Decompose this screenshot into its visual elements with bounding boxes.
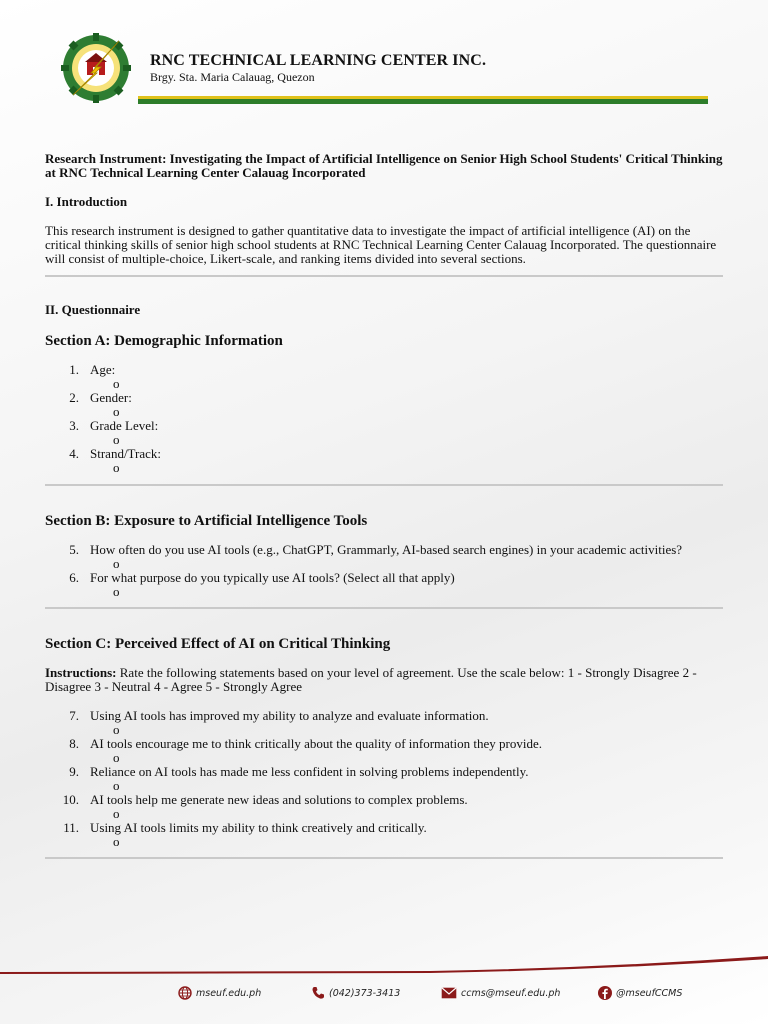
facebook-text: @mseufCCMS	[616, 987, 683, 999]
section-c-questions	[45, 709, 723, 849]
answer-option-marker: o	[113, 376, 120, 391]
question-item	[45, 821, 723, 849]
footer-website[interactable]	[178, 984, 261, 1002]
section-c-instructions	[45, 666, 723, 694]
envelope-icon	[441, 987, 457, 999]
question-item	[45, 793, 723, 821]
question-number: 7.	[69, 708, 79, 723]
email-text: ccms@mseuf.edu.ph	[461, 987, 561, 999]
question-text: Grade Level:	[90, 418, 159, 433]
question-item	[45, 447, 723, 475]
question-text: AI tools help me generate new ideas and solutions to complex problems.	[90, 792, 468, 807]
question-item	[45, 709, 723, 737]
question-item	[45, 363, 723, 391]
question-text: Using AI tools limits my ability to think creatively and critically.	[90, 820, 427, 835]
header-stripe-green	[138, 99, 708, 104]
section-a-questions	[45, 363, 723, 475]
answer-option-marker: o	[113, 806, 120, 821]
organization-name: RNC TECHNICAL LEARNING CENTER INC.	[150, 52, 487, 69]
instructions-label: Instructions:	[45, 665, 117, 680]
question-number: 3.	[69, 418, 79, 433]
answer-option-marker: o	[113, 432, 120, 447]
question-number: 8.	[69, 736, 79, 751]
answer-option-marker: o	[113, 750, 120, 765]
question-number: 4.	[69, 446, 79, 461]
question-number: 1.	[69, 362, 79, 377]
question-text: How often do you use AI tools (e.g., ChatGPT, Grammarly, AI-based search engines) in your academic activities?	[90, 542, 683, 557]
instructions-text: Rate the following statements based on your level of agreement. Use the scale below: 1 - Strongly Disagree 2 - Disagree 3 - Neutral 4 - Agree 5 - Strongly Agree	[45, 665, 697, 694]
divider	[45, 607, 723, 609]
question-text: Reliance on AI tools has made me less confident in solving problems independently.	[90, 764, 529, 779]
introduction-heading: I. Introduction	[45, 194, 128, 209]
globe-icon	[178, 986, 192, 1000]
question-text: For what purpose do you typically use AI tools? (Select all that apply)	[90, 570, 455, 585]
introduction-text: This research instrument is designed to gather quantitative data to investigate the impact of artificial intelligence (AI) on the critical thinking skills of senior high school students at RNC Technical Learning Center Calauag Incorporated. The questionnaire will consist of multiple-choice, Likert-scale, and ranking items divided into several sections.	[45, 223, 717, 266]
question-number: 9.	[69, 764, 79, 779]
answer-option-marker: o	[113, 460, 120, 475]
section-b-questions	[45, 543, 723, 599]
footer-facebook[interactable]	[598, 984, 682, 1002]
section-a-title: Section A: Demographic Information	[45, 333, 283, 349]
question-text: Using AI tools has improved my ability to analyze and evaluate information.	[90, 708, 489, 723]
website-text: mseuf.edu.ph	[196, 987, 262, 999]
question-text: AI tools encourage me to think critically about the quality of information they provide.	[90, 736, 542, 751]
question-item	[45, 419, 723, 447]
school-logo-icon	[61, 33, 131, 103]
document-title: Research Instrument: Investigating the Impact of Artificial Intelligence on Senior High School Students' Critical Thinking at RNC Technical Learning Center Calauag Incorporated	[45, 151, 723, 180]
footer-swoosh	[0, 956, 768, 974]
question-item	[45, 391, 723, 419]
answer-option-marker: o	[113, 404, 120, 419]
facebook-icon	[598, 986, 612, 1000]
question-number: 11.	[63, 820, 79, 835]
divider	[45, 484, 723, 486]
letterhead	[58, 30, 710, 110]
phone-text: (042)373-3413	[329, 987, 401, 999]
question-number: 6.	[69, 570, 79, 585]
question-text: Strand/Track:	[90, 446, 162, 461]
organization-address: Brgy. Sta. Maria Calauag, Quezon	[150, 70, 315, 84]
divider	[45, 857, 723, 859]
answer-option-marker: o	[113, 556, 120, 571]
divider	[45, 275, 723, 277]
document-body	[45, 148, 723, 859]
question-item	[45, 765, 723, 793]
answer-option-marker: o	[113, 778, 120, 793]
answer-option-marker: o	[113, 834, 120, 849]
question-number: 2.	[69, 390, 79, 405]
question-text: Age:	[90, 362, 116, 377]
section-b-title: Section B: Exposure to Artificial Intelligence Tools	[45, 513, 368, 529]
questionnaire-heading: II. Questionnaire	[45, 302, 141, 317]
question-text: Gender:	[90, 390, 132, 405]
footer-email[interactable]	[441, 984, 560, 1002]
question-number: 10.	[62, 792, 79, 807]
question-item	[45, 543, 723, 571]
answer-option-marker: o	[113, 722, 120, 737]
section-c-title: Section C: Perceived Effect of AI on Critical Thinking	[45, 636, 391, 652]
question-number: 5.	[69, 542, 79, 557]
footer-phone[interactable]	[311, 984, 400, 1002]
question-item	[45, 737, 723, 765]
answer-option-marker: o	[113, 584, 120, 599]
question-item	[45, 571, 723, 599]
phone-icon	[311, 986, 325, 1000]
